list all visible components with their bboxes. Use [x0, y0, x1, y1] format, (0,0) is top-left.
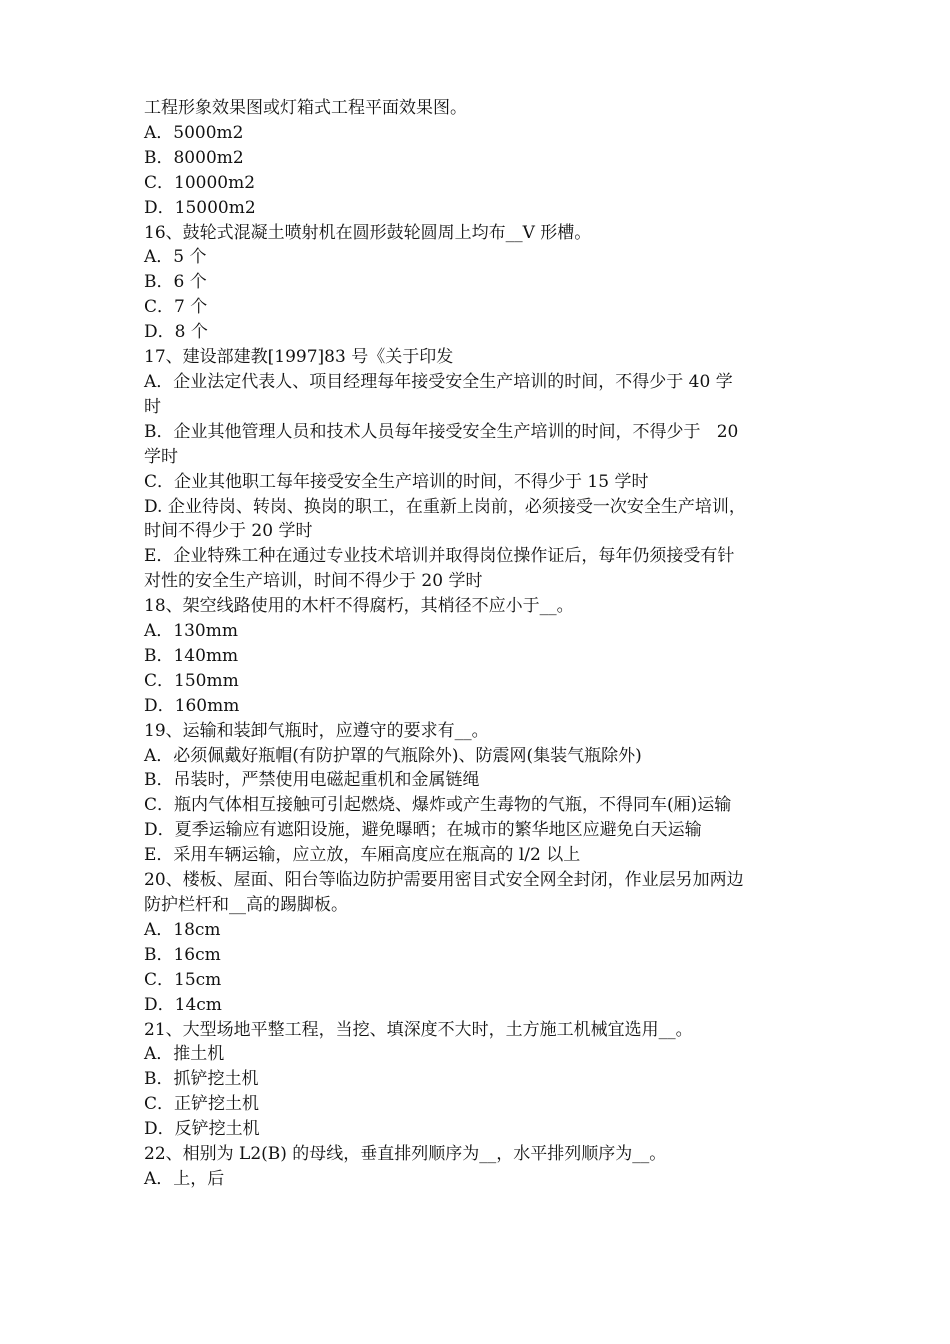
option-line: D．160mm [144, 695, 240, 716]
option-line: A．企业法定代表人、项目经理每年接受安全生产培训的时间，不得少于 40 学 [144, 371, 733, 392]
text-line: 工程形象效果图或灯箱式工程平面效果图。 [144, 98, 467, 118]
option-line: B．6 个 [144, 272, 207, 293]
question-21: 21、大型场地平整工程，当挖、填深度不大时，土方施工机械宜选用__。 [144, 1019, 693, 1040]
option-line: B．8000m2 [144, 147, 244, 168]
option-line: D. 企业待岗、转岗、换岗的职工，在重新上岗前，必须接受一次安全生产培训， [144, 496, 746, 517]
option-line-continued: 时 [144, 396, 161, 417]
option-line: A．必须佩戴好瓶帽(有防护罩的气瓶除外)、防震网(集装气瓶除外) [144, 745, 642, 766]
question-20: 20、楼板、屋面、阳台等临边防护需要用密目式安全网全封闭，作业层另加两边 [144, 870, 744, 891]
option-line-continued: 对性的安全生产培训，时间不得少于 20 学时 [144, 571, 483, 592]
option-line: C．10000m2 [144, 172, 256, 193]
question-17: 17、建设部建教[1997]83 号《关于印发 [144, 347, 454, 368]
option-line: D．15000m2 [144, 197, 256, 218]
option-line-continued: 学时 [144, 446, 178, 467]
question-20-continued: 防护栏杆和__高的踢脚板。 [144, 895, 348, 915]
option-line: E．企业特殊工种在通过专业技术培训并取得岗位操作证后，每年仍须接受有针 [144, 546, 735, 567]
option-line: C．企业其他职工每年接受安全生产培训的时间，不得少于 15 学时 [144, 471, 649, 492]
option-line: C．150mm [144, 670, 239, 691]
option-line: B．140mm [144, 645, 239, 666]
option-line: C．瓶内气体相互接触可引起燃烧、爆炸或产生毒物的气瓶，不得同车(厢)运输 [144, 795, 732, 816]
question-22: 22、相别为 L2(B) 的母线，垂直排列顺序为__，水平排列顺序为__。 [144, 1144, 667, 1165]
question-18: 18、架空线路使用的木杆不得腐朽，其梢径不应小于__。 [144, 596, 574, 617]
option-line: C．正铲挖土机 [144, 1094, 260, 1115]
option-line: A．推土机 [144, 1044, 225, 1065]
option-line: D．反铲挖土机 [144, 1119, 260, 1140]
option-line: B．企业其他管理人员和技术人员每年接受安全生产培训的时间，不得少于 20 [144, 421, 739, 442]
option-line: A．18cm [144, 919, 221, 940]
option-line: C．15cm [144, 969, 222, 990]
option-line: E．采用车辆运输，应立放，车厢高度应在瓶高的 l/2 以上 [144, 845, 581, 866]
option-line: A．5000m2 [144, 122, 244, 143]
option-line: C．7 个 [144, 297, 208, 318]
option-line: B．吊装时，严禁使用电磁起重机和金属链绳 [144, 770, 480, 791]
question-16: 16、鼓轮式混凝土喷射机在圆形鼓轮圆周上均布__V 形槽。 [144, 222, 592, 243]
option-line: B．16cm [144, 944, 221, 965]
option-line: D．14cm [144, 994, 222, 1015]
option-line: A．上，后 [144, 1168, 225, 1189]
document-body [144, 96, 824, 1192]
option-line: A．130mm [144, 621, 238, 642]
option-line: D．8 个 [144, 322, 208, 343]
option-line: A．5 个 [144, 247, 207, 268]
option-line: D．夏季运输应有遮阳设施，避免曝晒；在城市的繁华地区应避免白天运输 [144, 820, 702, 841]
option-line-continued: 时间不得少于 20 学时 [144, 521, 313, 542]
question-19: 19、运输和装卸气瓶时，应遵守的要求有__。 [144, 720, 489, 741]
option-line: B．抓铲挖土机 [144, 1069, 259, 1090]
